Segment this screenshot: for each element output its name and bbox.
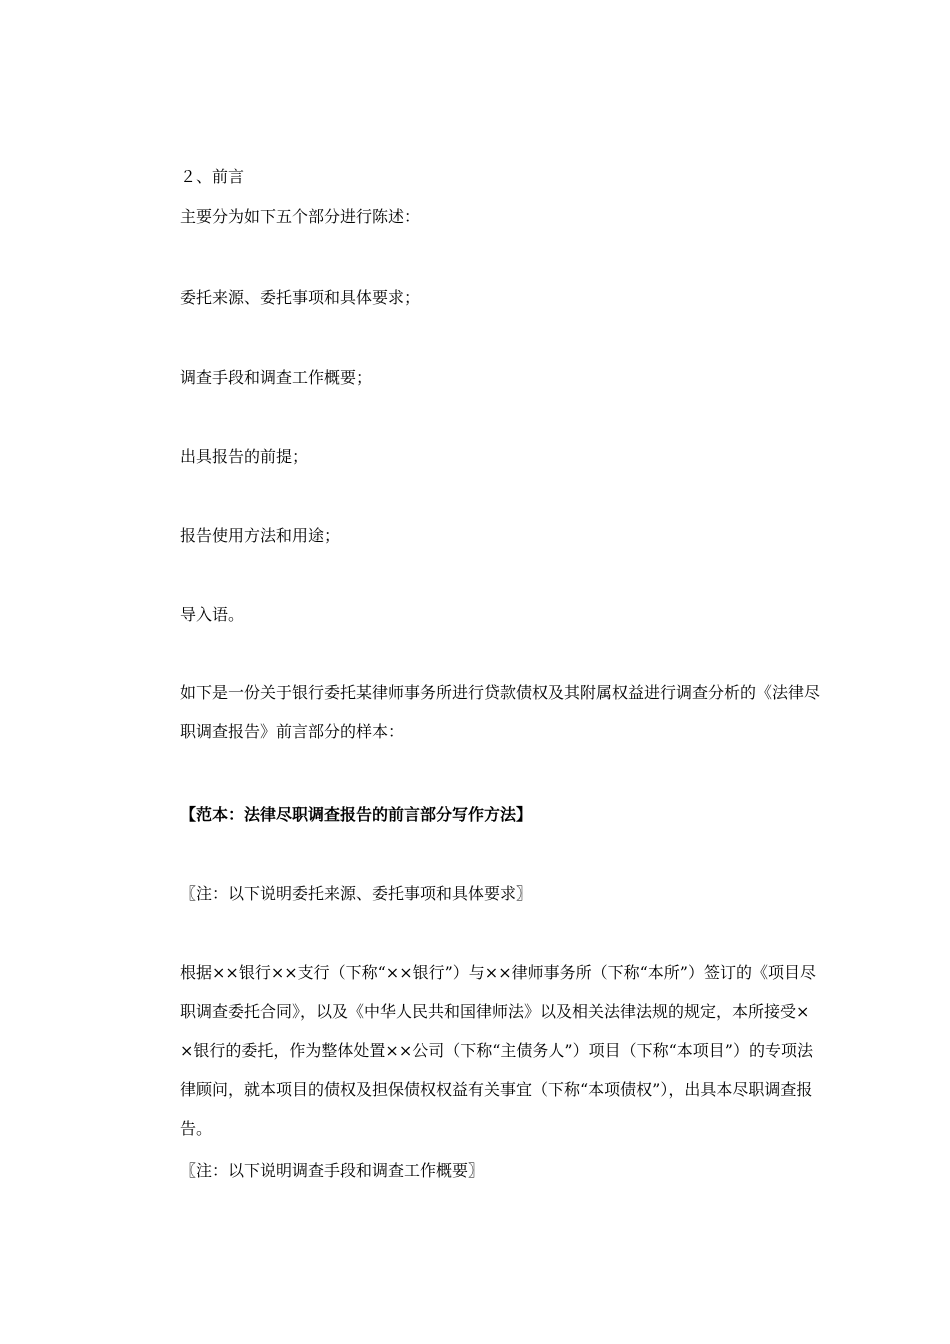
intro-text: 主要分为如下五个部分进行陈述：: [180, 207, 421, 226]
note-heading: 〖注：以下说明调查手段和调查工作概要〗: [180, 1161, 485, 1180]
section-heading: ２、前言: [180, 167, 245, 186]
sample-title: 【范本：法律尽职调查报告的前言部分写作方法】: [180, 805, 533, 824]
list-item: 报告使用方法和用途；: [180, 526, 341, 545]
sample-intro-paragraph: 如下是一份关于银行委托某律师事务所进行贷款债权及其附属权益进行调查分析的《法律尽职调查报告》前言部分的样本：: [180, 683, 821, 741]
body-paragraph: 根据××银行××支行（下称“××银行”）与××律师事务所（下称“本所”）签订的《项目尽职调查委托合同》，以及《中华人民共和国律师法》以及相关法律法规的规定，本所接受××银行的委托，作为整体处置××公司（下称“主债务人”）项目（下称“本项目”）的专项法律顾问，就本项目的债权及担保债权权益有关事宜（下称“本项债权”），出具本尽职调查报告。: [180, 963, 816, 1138]
note-heading: 〖注：以下说明委托来源、委托事项和具体要求〗: [180, 884, 533, 903]
list-item: 委托来源、委托事项和具体要求；: [180, 288, 421, 307]
list-item: 出具报告的前提；: [180, 447, 309, 466]
list-item: 调查手段和调查工作概要；: [180, 368, 373, 387]
list-item: 导入语。: [180, 605, 245, 624]
